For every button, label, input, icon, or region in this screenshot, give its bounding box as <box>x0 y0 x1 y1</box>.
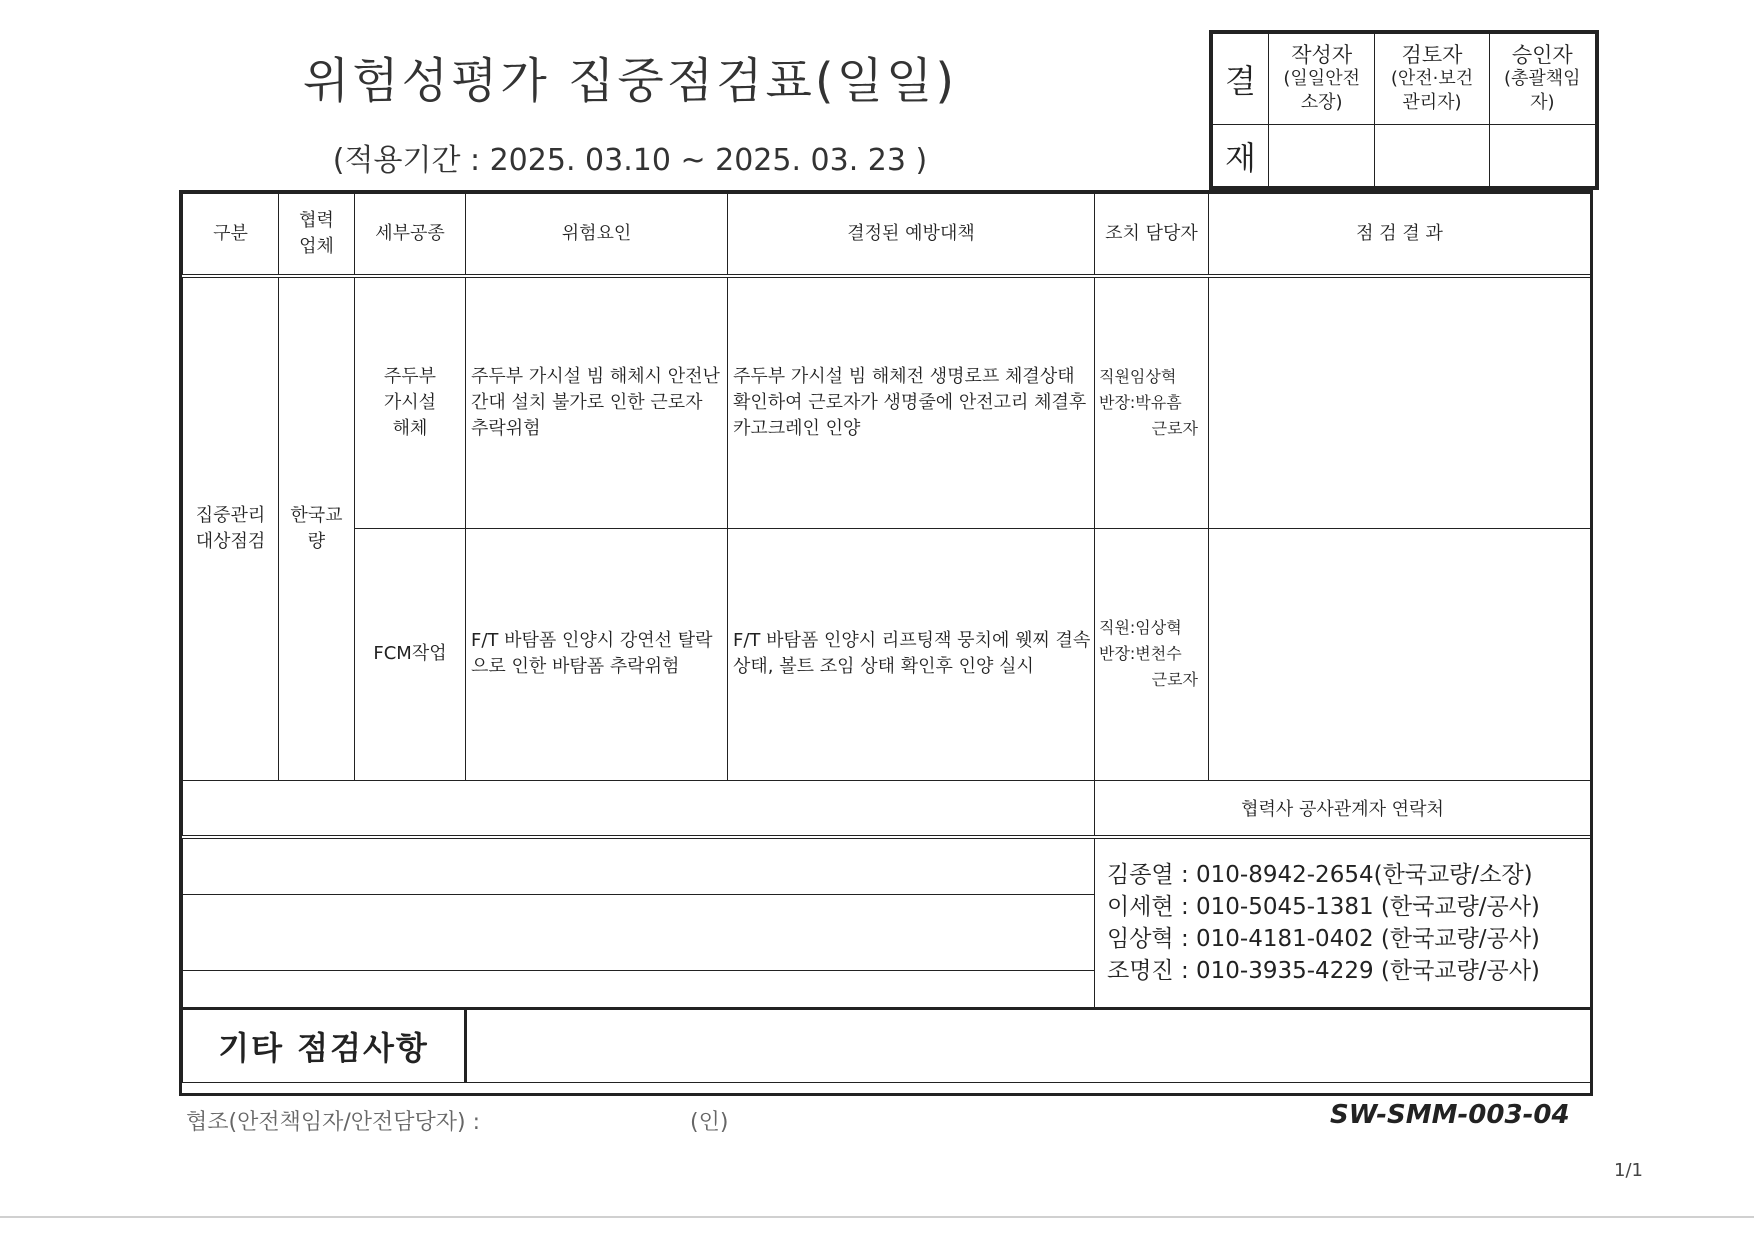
etc-content-cell[interactable] <box>466 1009 1591 1083</box>
blank-row <box>183 837 1591 895</box>
application-period: (적용기간 : 2025. 03.10 ~ 2025. 03. 23 ) <box>332 143 928 178</box>
writer-title: 작성자 <box>1291 43 1353 67</box>
approval-label-top: 결 <box>1213 34 1269 125</box>
blank-cell[interactable] <box>183 895 1095 971</box>
document-code: SW-SMM-003-04 <box>1330 1100 1570 1130</box>
reviewer-sub1: (안전·보건 <box>1390 68 1474 89</box>
page-number: 1/1 <box>1614 1160 1643 1181</box>
partner-cell: 한국교량 <box>279 276 355 780</box>
result-cell[interactable] <box>1209 276 1591 528</box>
writer-sub2: 소장) <box>1300 92 1343 113</box>
blank-cell[interactable] <box>183 971 1095 1009</box>
manager-line3: 근로자 <box>1151 670 1198 689</box>
blank-cell[interactable] <box>183 837 1095 895</box>
writer-sub1: (일일안전 <box>1283 68 1360 89</box>
etc-label: 기타 점검사항 <box>183 1009 466 1083</box>
measure-cell: 주두부 가시설 빔 해체전 생명로프 체결상태 확인하여 근로자가 생명줄에 안전고리 체결후 카고크레인 인양 <box>728 276 1095 528</box>
contact-list <box>1095 837 1591 1009</box>
approval-approver <box>1489 34 1595 125</box>
contact-header-row <box>183 780 1591 837</box>
header-result: 점 검 결 과 <box>1209 194 1591 277</box>
header-measure: 결정된 예방대책 <box>728 194 1095 277</box>
header-partner: 협력 업체 <box>279 194 355 277</box>
approval-writer <box>1269 34 1375 125</box>
detail-cell: 주두부 가시설 해체 <box>355 276 466 528</box>
result-cell[interactable] <box>1209 528 1591 780</box>
contact-item: 김종열 : 010-8942-2654(한국교량/소장) <box>1107 861 1533 888</box>
detail-cell: FCM작업 <box>355 528 466 780</box>
contact-item: 조명진 : 010-3935-4229 (한국교량/공사) <box>1107 957 1540 984</box>
approver-title: 승인자 <box>1511 43 1573 67</box>
scan-edge-line <box>0 1216 1754 1218</box>
header-detail: 세부공종 <box>355 194 466 277</box>
approver-sub2: 자) <box>1530 92 1555 113</box>
approval-box <box>1209 30 1599 190</box>
manager-line1: 직원임상혁 <box>1099 366 1177 386</box>
manager-cell <box>1095 276 1209 528</box>
table-header-row <box>183 194 1591 277</box>
reviewer-title: 검토자 <box>1401 43 1463 67</box>
approver-sign-cell[interactable] <box>1489 125 1595 187</box>
document-title: 위험성평가 집중점검표(일일) <box>302 53 958 109</box>
inspection-table <box>179 190 1593 1096</box>
manager-cell <box>1095 528 1209 780</box>
manager-line1: 직원:임상혁 <box>1099 618 1182 637</box>
header-manager: 조치 담당자 <box>1095 194 1209 277</box>
manager-line2: 반장:박유흠 <box>1099 392 1182 412</box>
manager-line3: 근로자 <box>1151 418 1198 438</box>
blank-cell[interactable] <box>183 780 1095 837</box>
approver-sub1: (총괄책임 <box>1504 68 1581 89</box>
measure-cell: F/T 바탐폼 인양시 리프팅잭 뭉치에 웻찌 결속상태, 볼트 조임 상태 확인후 인양 실시 <box>728 528 1095 780</box>
table-row <box>183 276 1591 528</box>
risk-cell: 주두부 가시설 빔 해체시 안전난간대 설치 불가로 인한 근로자 추락위험 <box>466 276 728 528</box>
manager-line2: 반장:변천수 <box>1099 644 1182 663</box>
header-category: 구분 <box>183 194 279 277</box>
writer-sign-cell[interactable] <box>1269 125 1375 187</box>
cooperation-label: 협조(안전책임자/안전담당자) : <box>186 1110 481 1135</box>
header-risk: 위험요인 <box>466 194 728 277</box>
contact-item: 임상혁 : 010-4181-0402 (한국교량/공사) <box>1107 925 1540 952</box>
reviewer-sign-cell[interactable] <box>1375 125 1489 187</box>
reviewer-sub2: 관리자) <box>1402 92 1462 113</box>
table-row <box>183 528 1591 780</box>
risk-cell: F/T 바탐폼 인양시 강연선 탈락으로 인한 바탐폼 추락위험 <box>466 528 728 780</box>
etc-row <box>183 1009 1591 1083</box>
seal-mark: (인) <box>690 1110 729 1135</box>
category-cell: 집중관리 대상점검 <box>183 276 279 780</box>
contact-header: 협력사 공사관계자 연락처 <box>1095 780 1591 837</box>
contact-item: 이세현 : 010-5045-1381 (한국교량/공사) <box>1107 893 1540 920</box>
approval-label-bottom: 재 <box>1213 125 1269 187</box>
approval-reviewer <box>1375 34 1489 125</box>
